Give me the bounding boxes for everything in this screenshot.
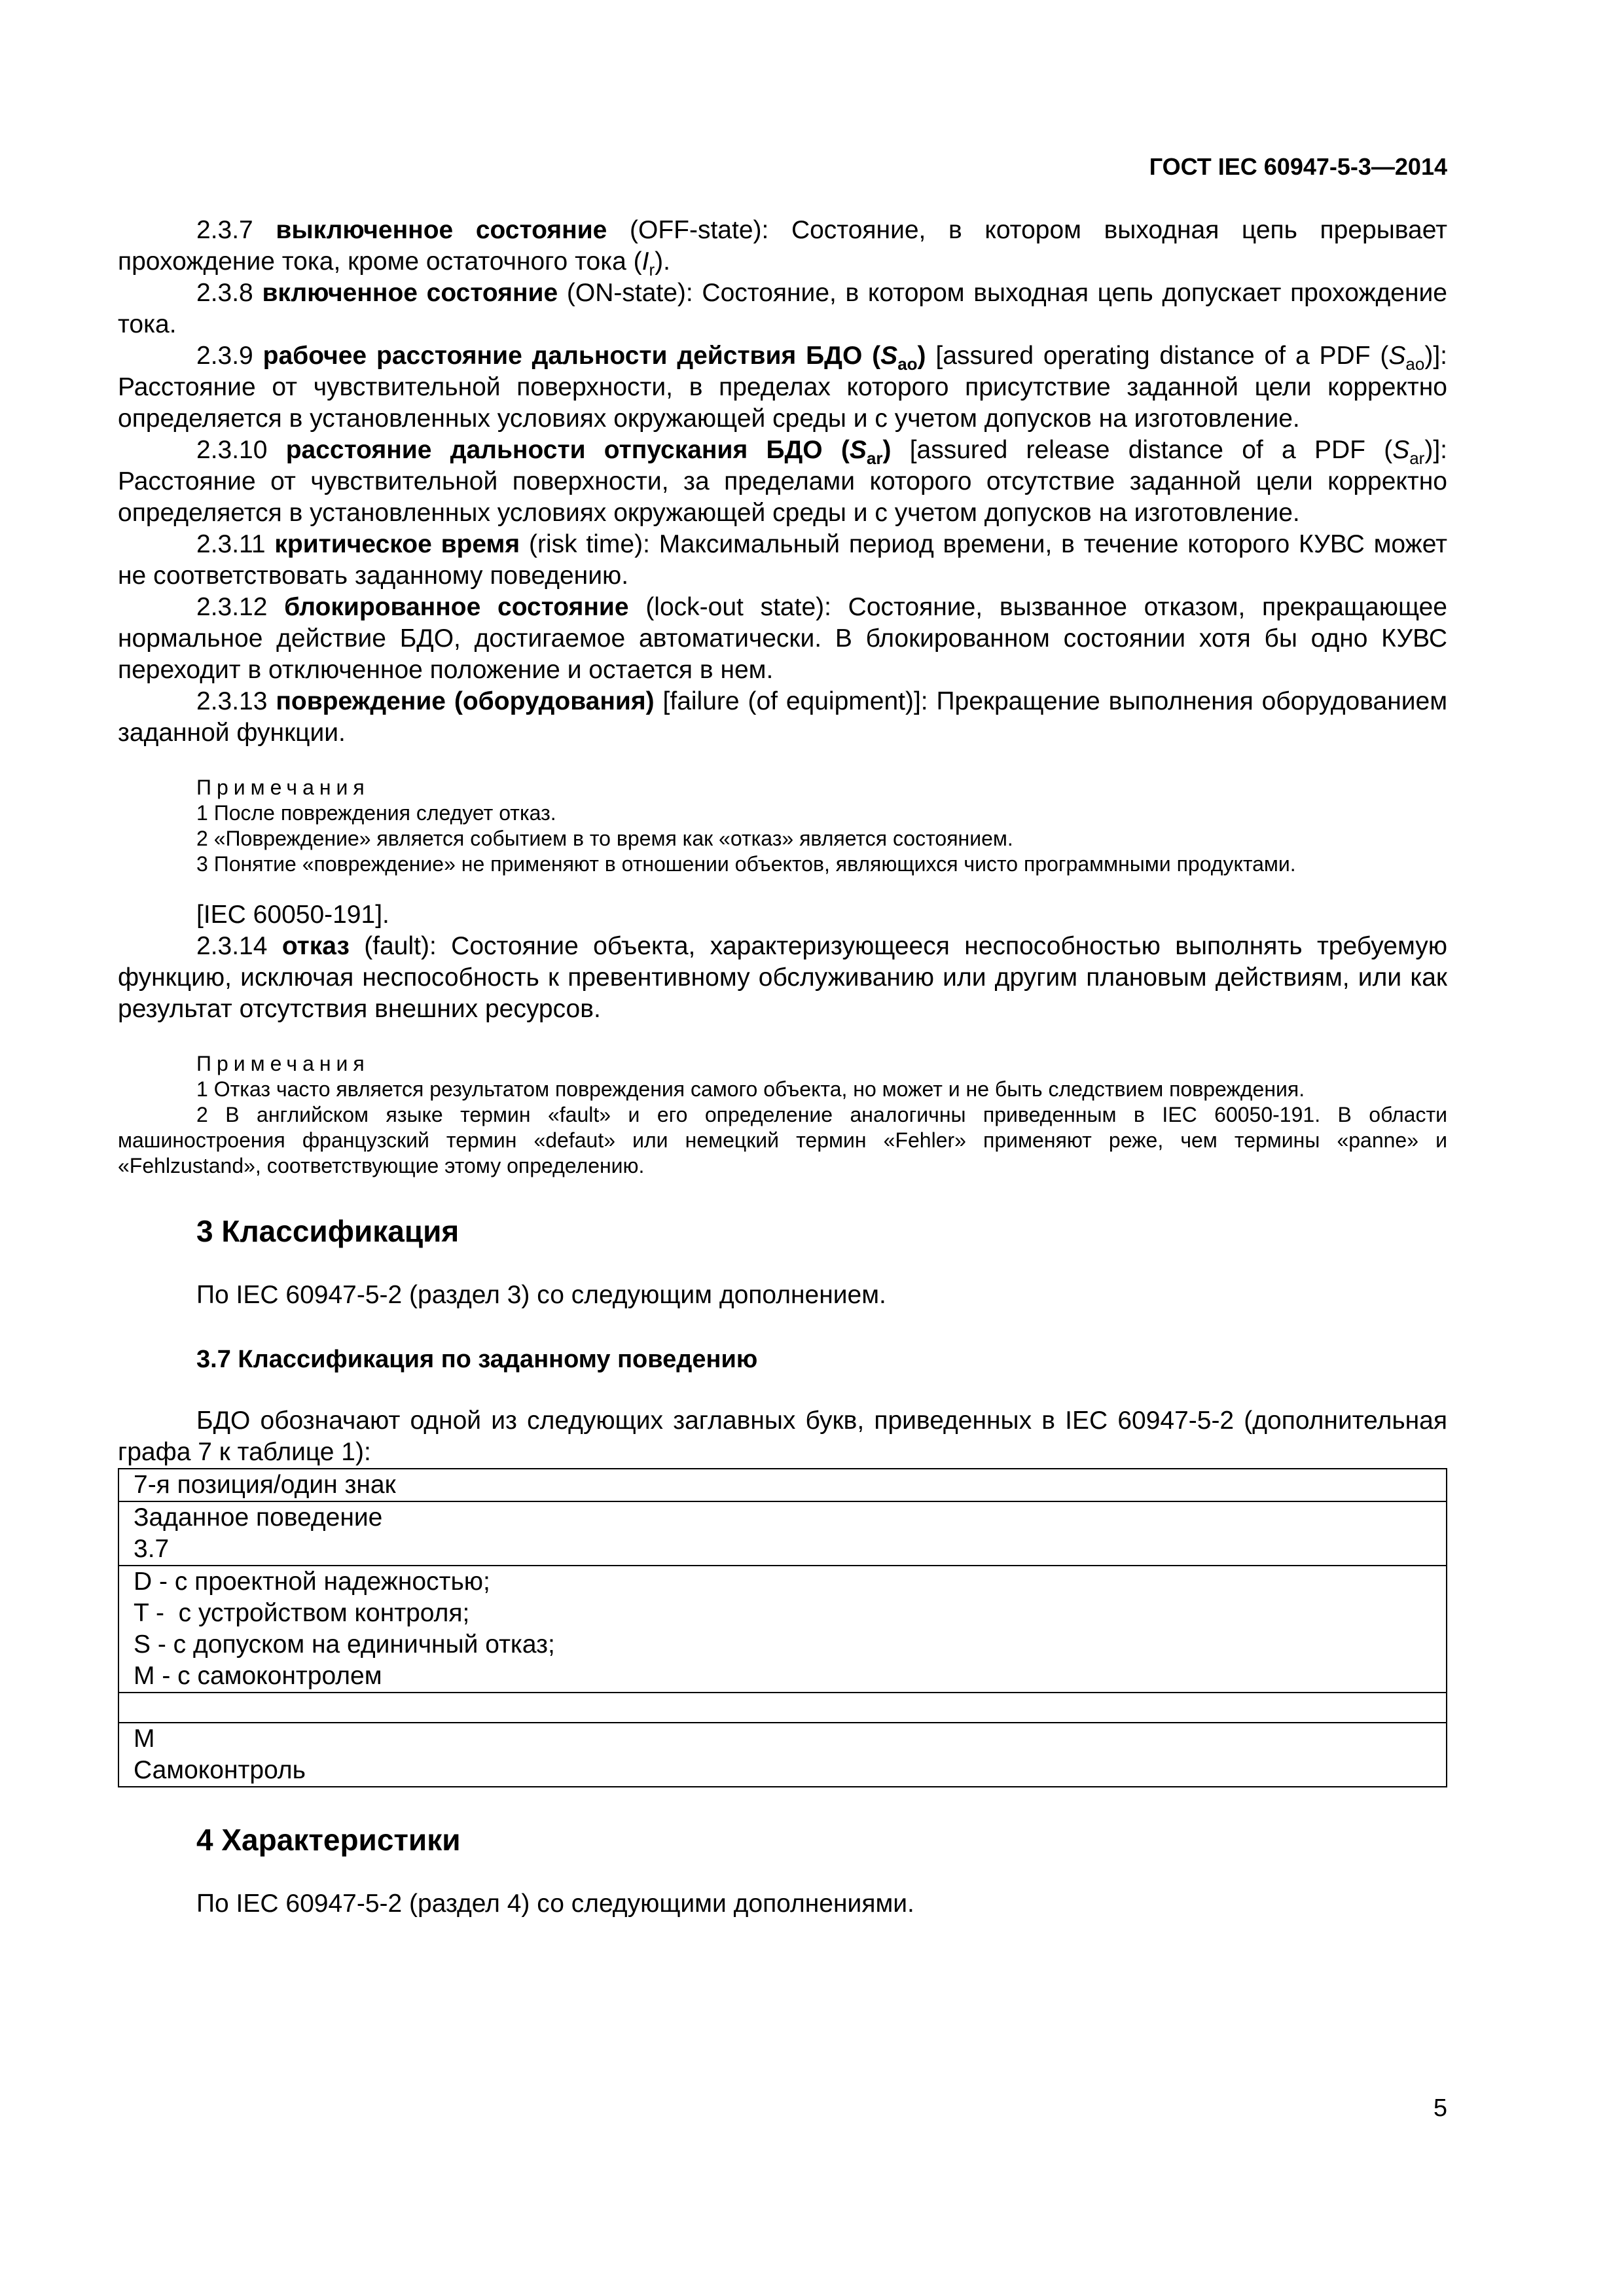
term-name: критическое время xyxy=(274,530,520,558)
page-number: 5 xyxy=(1433,2094,1447,2122)
term-2-3-11 xyxy=(118,529,1447,592)
term-2-3-7 xyxy=(118,215,1447,278)
term-body: (fault): Состояние объекта, характеризующееся неспособностью выполнять требуемую функцию, исключая неспособность к превентивному обслуживанию или другим плановым действиям, или как результат отсутствия внешних ресурсов. xyxy=(118,932,1447,1023)
cell-line: T - с устройством контроля; xyxy=(134,1599,470,1627)
term-name: включенное состояние xyxy=(262,279,558,307)
cell-line: M xyxy=(134,1725,155,1753)
term-2-3-9 xyxy=(118,340,1447,435)
cell-line: 3.7 xyxy=(134,1535,170,1563)
table-cell xyxy=(118,1566,1447,1693)
term-number: 2.3.10 xyxy=(196,436,268,464)
term-tail: )]: Расстояние от чувствительной поверхности, в пределах которого присутствие заданной цели корректно определяется в установленных условиях окружающей среды и с учетом допусков на изготовление. xyxy=(118,342,1447,433)
term-2-3-8 xyxy=(118,278,1447,340)
term-body: (risk time): Максимальный период времени, в течение которого КУВС может не соответствовать заданному поведению. xyxy=(118,530,1447,590)
cell-line: Заданное поведение xyxy=(134,1503,383,1532)
notes-title: Примечания xyxy=(196,1052,370,1075)
term-body: (ON-state): Состояние, в котором выходная цепь допускает прохождение тока. xyxy=(118,279,1447,338)
term-body: (lock-out state): Состояние, вызванное отказом, прекращающее нормальное действие БДО, достигаемое автоматически. В блокированном состоянии хотя бы одно КУВС переходит в отключенное положение и остается в нем. xyxy=(118,593,1447,684)
note-item: 1 Отказ часто является результатом повреждения самого объекта, но может и не быть следствием повреждения. xyxy=(196,1077,1305,1101)
term-number: 2.3.7 xyxy=(196,216,253,244)
term-name: отказ xyxy=(281,932,350,960)
term-2-3-12 xyxy=(118,592,1447,686)
note-item: 2 В английском языке термин «fault» и его определение аналогичны приведенным в IEC 60050-191. В области машиностроения французский термин «defaut» или немецкий термин «Fehler» применяют реже, чем термины «panne» и «Fehlzustand», соответствующие этому определению. xyxy=(118,1103,1447,1177)
term-number: 2.3.11 xyxy=(196,530,266,558)
symbol-subscript: r xyxy=(649,259,655,279)
term-name: блокированное состояние xyxy=(284,593,629,621)
table-row xyxy=(118,1501,1447,1566)
term-name: выключенное состояние xyxy=(276,216,607,244)
term-number: 2.3.12 xyxy=(196,593,268,621)
cell-line: Самоконтроль xyxy=(134,1756,306,1784)
symbol: S xyxy=(849,436,867,464)
term-tail: ). xyxy=(655,247,670,276)
term-name: повреждение (оборудования) xyxy=(276,687,655,715)
symbol: I xyxy=(641,247,649,276)
source-reference: [IEC 60050-191]. xyxy=(196,901,389,929)
table-row xyxy=(118,1723,1447,1787)
symbol-subscript: ao xyxy=(897,353,918,374)
subsection-3-7-intro: БДО обозначают одной из следующих заглавных букв, приведенных в IEC 60947-5-2 (дополнительная графа 7 к таблице 1): xyxy=(118,1407,1447,1466)
table-cell xyxy=(118,1693,1447,1723)
classification-table xyxy=(118,1468,1447,1787)
table-cell xyxy=(118,1501,1447,1566)
term-body: [assured release distance of a PDF ( xyxy=(909,436,1393,464)
section-4-heading: 4 Характеристики xyxy=(196,1823,461,1857)
section-4-intro: По IEC 60947-5-2 (раздел 4) со следующими дополнениями. xyxy=(196,1890,914,1918)
note-item: 2 «Повреждение» является событием в то время как «отказ» является состоянием. xyxy=(196,827,1013,850)
term-2-3-14 xyxy=(118,931,1447,1025)
term-number: 2.3.8 xyxy=(196,279,253,307)
notes-block-2 xyxy=(118,1051,1447,1179)
symbol-subscript: ar xyxy=(1409,448,1425,468)
symbol-subscript: ao xyxy=(1405,353,1425,374)
note-item: 3 Понятие «повреждение» не применяют в отношении объектов, являющихся чисто программными продуктами. xyxy=(196,852,1296,876)
symbol-subscript: ar xyxy=(866,448,883,468)
section-3-heading: 3 Классификация xyxy=(196,1214,460,1248)
document-header: ГОСТ IEC 60947-5-3—2014 xyxy=(1149,153,1447,180)
table-cell: 7-я позиция/один знак xyxy=(118,1469,1447,1501)
term-end: ) xyxy=(882,436,892,464)
term-body: [assured operating distance of a PDF ( xyxy=(935,342,1389,370)
notes-block-1 xyxy=(118,775,1447,877)
table-row xyxy=(118,1469,1447,1501)
page-content xyxy=(118,215,1447,1920)
table-row xyxy=(118,1693,1447,1723)
term-2-3-13 xyxy=(118,686,1447,749)
symbol: S xyxy=(1388,342,1406,370)
term-tail: )]: Расстояние от чувствительной поверхности, за пределами которого отсутствие заданной цели корректно определяется в установленных условиях окружающей среды и с учетом допусков на изготовление. xyxy=(118,436,1448,527)
table-cell xyxy=(118,1723,1447,1787)
term-body: (OFF-state): Состояние, в котором выходная цепь прерывает прохождение тока, кроме остаточного тока ( xyxy=(118,216,1448,276)
term-name: расстояние дальности отпускания БДО ( xyxy=(285,436,850,464)
subsection-3-7-heading: 3.7 Классификация по заданному поведению xyxy=(196,1346,758,1373)
notes-title: Примечания xyxy=(196,776,370,799)
term-name: рабочее расстояние дальности действия БДО ( xyxy=(262,342,881,370)
cell-line: M - с самоконтролем xyxy=(134,1662,382,1690)
term-end: ) xyxy=(917,342,926,370)
term-body: [failure (of equipment)]: Прекращение выполнения оборудованием заданной функции. xyxy=(118,687,1448,747)
term-number: 2.3.14 xyxy=(196,932,268,960)
term-2-3-10 xyxy=(118,435,1447,529)
note-item: 1 После повреждения следует отказ. xyxy=(196,801,556,825)
symbol: S xyxy=(1392,436,1410,464)
symbol: S xyxy=(880,342,898,370)
section-3-intro: По IEC 60947-5-2 (раздел 3) со следующим дополнением. xyxy=(196,1281,886,1309)
cell-line: D - с проектной надежностью; xyxy=(134,1568,490,1596)
table-row xyxy=(118,1566,1447,1693)
term-number: 2.3.9 xyxy=(196,342,253,370)
term-number: 2.3.13 xyxy=(196,687,268,715)
cell-line: S - с допуском на единичный отказ; xyxy=(134,1630,555,1659)
